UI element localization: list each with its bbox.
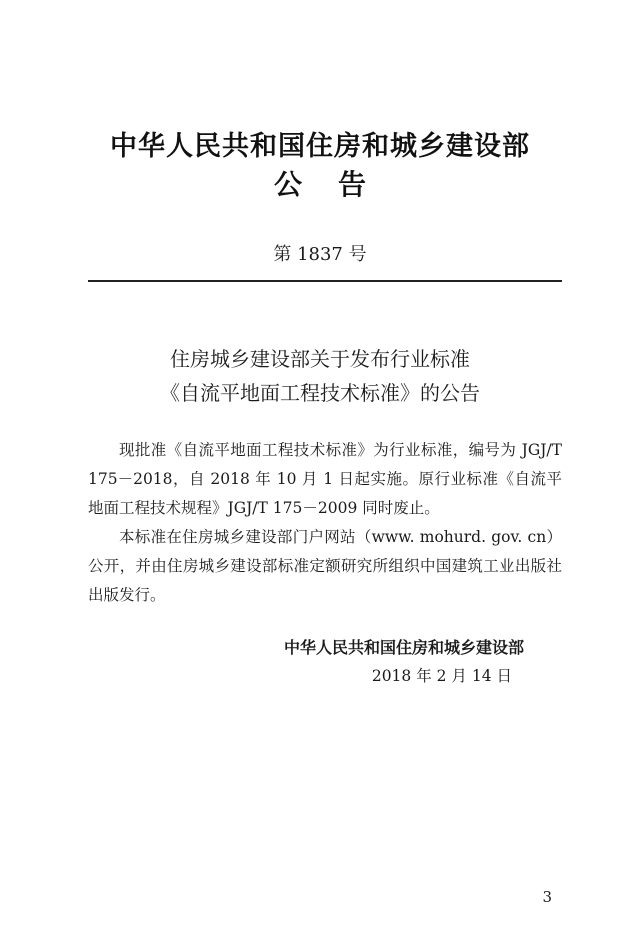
notice-heading-line2: 《自流平地面工程技术标准》的公告 [160,381,480,405]
notice-title: 公告 [273,168,402,201]
notice-number: 第 1837 号 [273,244,367,265]
body-paragraph-publication: 本标准在住房城乡建设部门户网站（www. mohurd. gov. cn）公开，并由住房城乡建设部标准定额研究所组织中国建筑工业出版社出版发行。 [88,528,562,604]
ministry-title: 中华人民共和国住房和城乡建设部 [110,131,530,162]
notice-heading-line1: 住房城乡建设部关于发布行业标准 [170,347,470,371]
horizontal-rule [88,280,562,282]
body-paragraph-approval: 现批准《自流平地面工程技术标准》为行业标准，编号为 JGJ/T 175－2018，自 2018 年 10 月 1 日起实施。原行业标准《自流平地面工程技术规程》JGJ/T 175－2009 同时废止。 [88,441,562,517]
page-number: 3 [542,888,552,906]
issue-date: 2018 年 2 月 14 日 [371,667,512,685]
issuer-signature: 中华人民共和国住房和城乡建设部 [283,638,524,657]
notice-body [88,436,562,610]
